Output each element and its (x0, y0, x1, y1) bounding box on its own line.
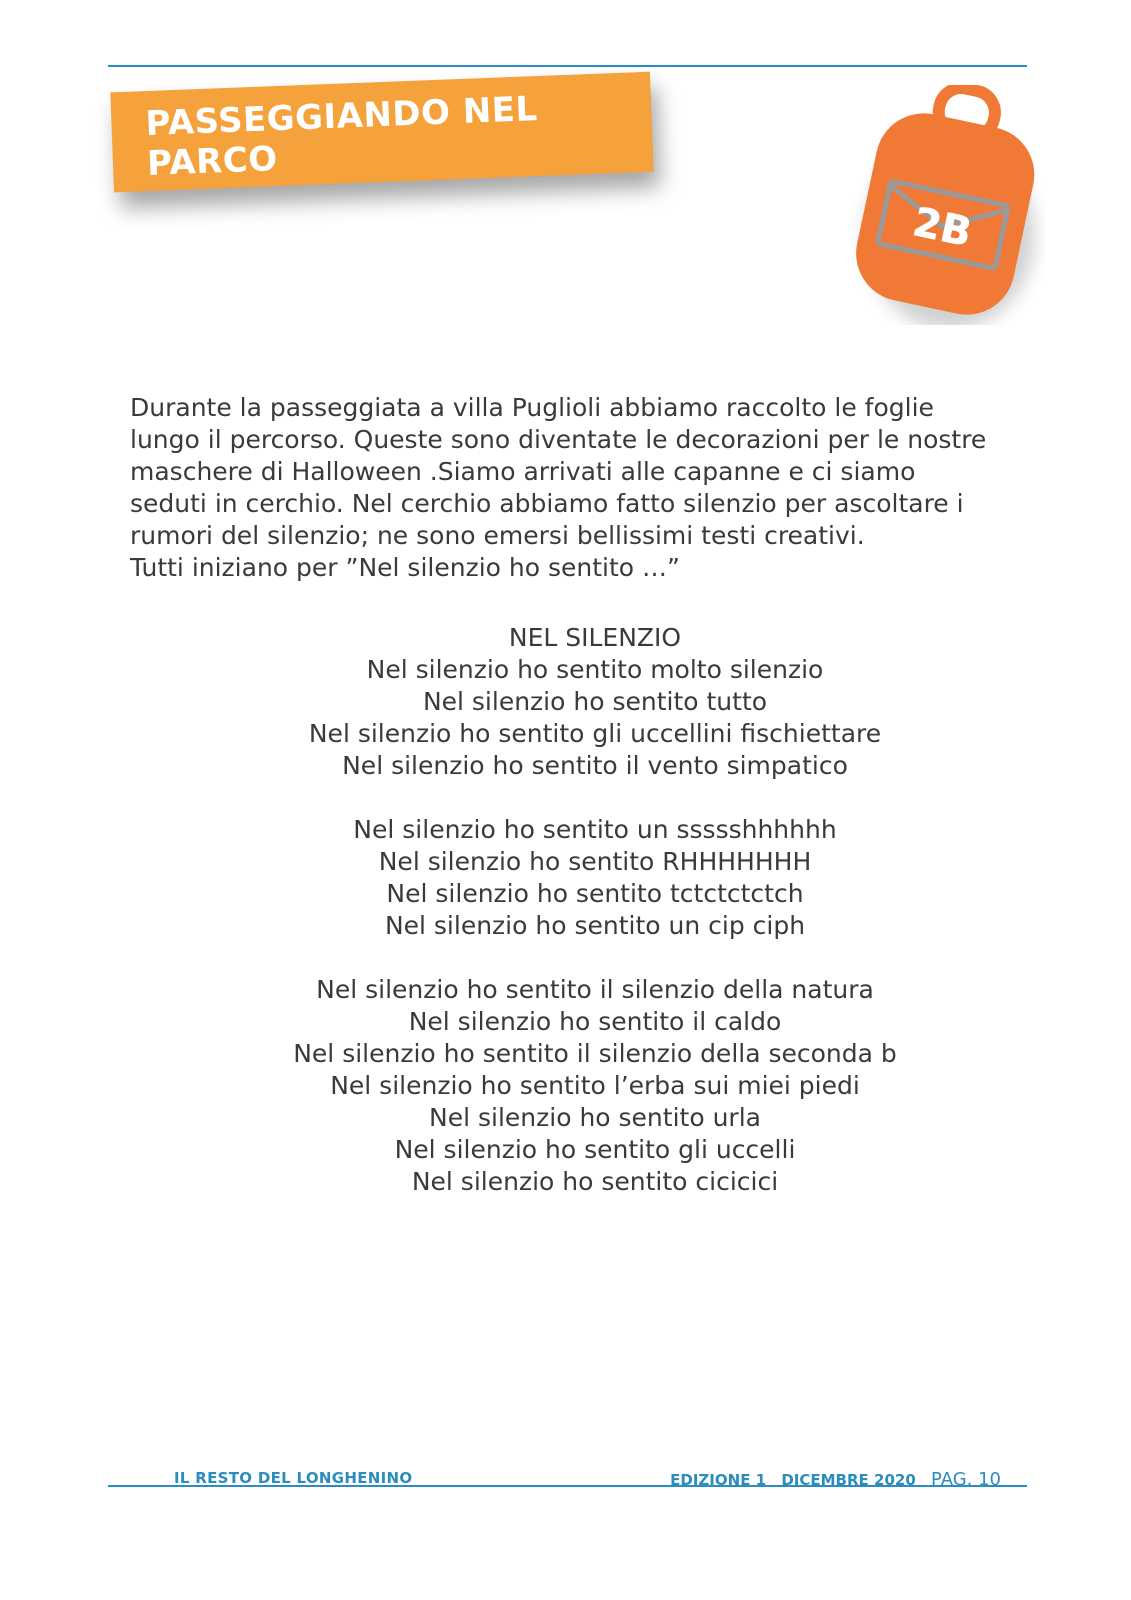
page-number: PAG. 10 (931, 1469, 1001, 1490)
title-banner (110, 72, 653, 193)
poem-line: Nel silenzio ho sentito l’erba sui miei piedi (330, 1071, 860, 1100)
poem (130, 622, 1060, 1230)
top-rule (108, 65, 1027, 67)
page-title: PASSEGGIANDO NEL PARCO (144, 89, 539, 185)
intro-line: Tutti iniziano per ”Nel silenzio ho sentito …” (130, 553, 680, 582)
publication-name: IL RESTO DEL LONGHENINO (174, 1469, 413, 1487)
poem-line: Nel silenzio ho sentito il vento simpatico (342, 751, 848, 780)
class-badge-label: 2B (908, 199, 976, 257)
poem-line: Nel silenzio ho sentito cicicici (411, 1167, 779, 1196)
poem-line: Nel silenzio ho sentito il silenzio della seconda b (293, 1039, 897, 1068)
poem-line: Nel silenzio ho sentito gli uccelli (394, 1135, 796, 1164)
poem-line: Nel silenzio ho sentito un ssssshhhhhh (353, 815, 837, 844)
issue-date: DICEMBRE 2020 (781, 1471, 916, 1489)
intro-line: maschere di Halloween .Siamo arrivati alle capanne e ci siamo (130, 457, 916, 486)
edition-label: EDIZIONE 1 (670, 1471, 767, 1489)
poem-stanza (130, 814, 1060, 942)
page-footer (0, 1464, 1131, 1494)
intro-line: Durante la passeggiata a villa Puglioli abbiamo raccolto le foglie (130, 393, 934, 422)
poem-line: Nel silenzio ho sentito tctctctctch (386, 879, 804, 908)
poem-line: Nel silenzio ho sentito un cip ciph (384, 911, 806, 940)
intro-line: seduti in cerchio. Nel cerchio abbiamo fatto silenzio per ascoltare i (130, 489, 964, 518)
poem-line: Nel silenzio ho sentito molto silenzio (366, 655, 824, 684)
poem-line: Nel silenzio ho sentito il silenzio della natura (316, 975, 874, 1004)
poem-line: Nel silenzio ho sentito tutto (422, 687, 768, 716)
poem-line: Nel silenzio ho sentito gli uccellini fischiettare (308, 719, 882, 748)
poem-stanza (130, 654, 1060, 782)
poem-stanza (130, 974, 1060, 1198)
poem-line: Nel silenzio ho sentito il caldo (408, 1007, 782, 1036)
intro-line: lungo il percorso. Queste sono diventate le decorazioni per le nostre (130, 425, 987, 454)
poem-line: Nel silenzio ho sentito urla (429, 1103, 761, 1132)
poem-title: NEL SILENZIO (508, 623, 682, 652)
backpack-icon (845, 85, 1045, 325)
article-intro (130, 392, 1060, 584)
poem-line: Nel silenzio ho sentito RHHHHHHH (378, 847, 812, 876)
intro-line: rumori del silenzio; ne sono emersi bellissimi testi creativi. (130, 521, 865, 550)
footer-right (660, 1469, 1001, 1490)
